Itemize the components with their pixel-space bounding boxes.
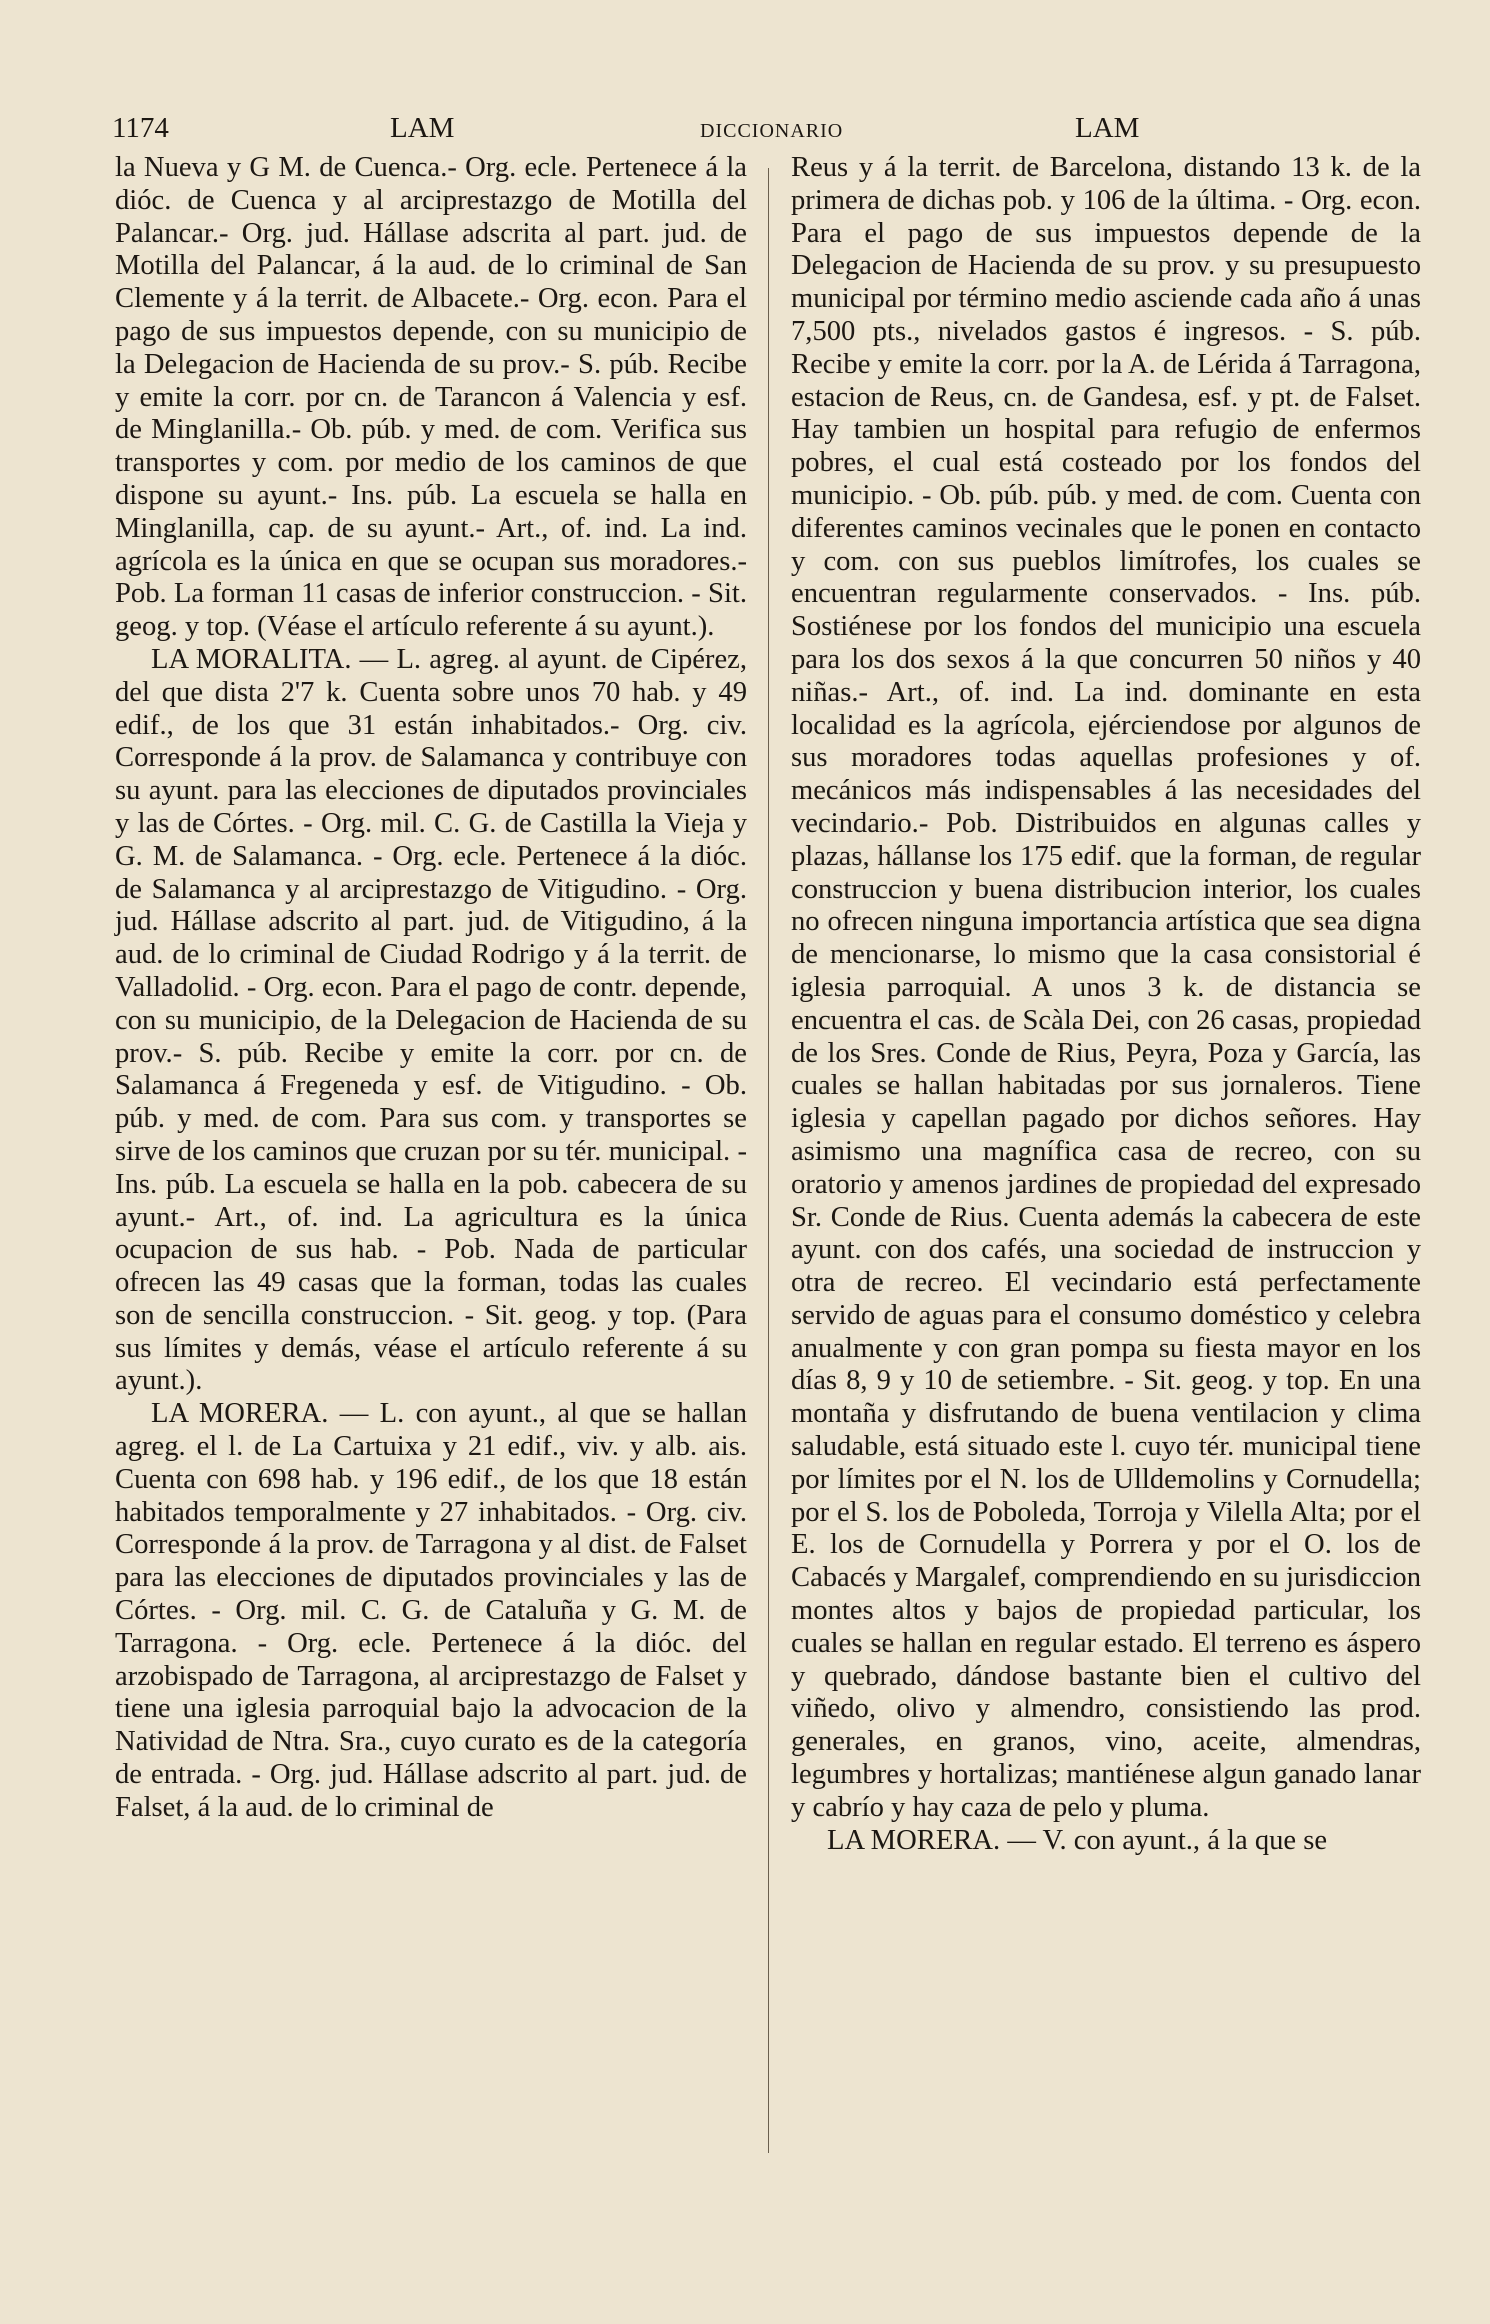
header-left-word: LAM (390, 112, 455, 144)
entry-paragraph: la Nueva y G M. de Cuenca.- Org. ecle. Pertenece á la dióc. de Cuenca y al arciprestazgo de Motilla del Palancar.- Org. jud. Hállase adscrita al part. jud. de Motilla del Palancar, á la aud. de lo criminal de San Clemente y á la territ. de Albacete.- Org. econ. Para el pago de sus impuestos depende, con su municipio de la Delegacion de Hacienda de su prov.- S. púb. Recibe y emite la corr. por cn. de Tarancon á Valencia y esf. de Minglanilla.- Ob. púb. y med. de com. Verifica sus transportes y com. por medio de los caminos de que dispone su ayunt.- Ins. púb. La escuela se halla en Minglanilla, cap. de su ayunt.- Art., of. ind. La ind. agrícola es la única en que se ocupan sus moradores.- Pob. La forman 11 casas de inferior construccion. - Sit. geog. y top. (Véase el artículo referente á su ayunt.). (115, 152, 747, 643)
entry-paragraph: LA MORERA. — V. con ayunt., á la que se (827, 1824, 1328, 1856)
header-right-word: LAM (1075, 112, 1140, 144)
page-number: 1174 (112, 112, 169, 144)
entry-paragraph: LA MORERA. — L. con ayunt., al que se hallan agreg. el l. de La Cartuixa y 21 edif., viv. y alb. ais. Cuenta con 698 hab. y 196 edif., de los que 18 están habitados temporalmente y 27 inhabitados. - Org. civ. Corresponde á la prov. de Tarragona y al dist. de Falset para las elecciones de diputados provinciales y las de Córtes. - Org. mil. C. G. de Cataluña y G. M. de Tarragona. - Org. ecle. Pertenece á la dióc. del arzobispado de Tarragona, al arciprestazgo de Falset y tiene una iglesia parroquial bajo la advocacion de la Natividad de Ntra. Sra., cuyo curato es de la categoría de entrada. - Org. jud. Hállase adscrito al part. jud. de Falset, á la aud. de lo criminal de (115, 1398, 747, 1823)
entry-paragraph: LA MORALITA. — L. agreg. al ayunt. de Cipérez, del que dista 2'7 k. Cuenta sobre unos 70 hab. y 49 edif., de los que 31 están inhabitados.- Org. civ. Corresponde á la prov. de Salamanca y contribuye con su ayunt. para las elecciones de diputados provinciales y las de Córtes. - Org. mil. C. G. de Castilla la Vieja y G. M. de Salamanca. - Org. ecle. Pertenece á la dióc. de Salamanca y al arciprestazgo de Vitigudino. - Org. jud. Hállase adscrito al part. jud. de Vitigudino, á la aud. de lo criminal de Ciudad Rodrigo y á la territ. de Valladolid. - Org. econ. Para el pago de contr. depende, con su municipio, de la Delegacion de Hacienda de su prov.- S. púb. Recibe y emite la corr. por cn. de Salamanca á Fregeneda y esf. de Vitigudino. - Ob. púb. y med. de com. Para sus com. y transportes se sirve de los caminos que cruzan por su tér. municipal. - Ins. púb. La escuela se halla en la pob. cabecera de su ayunt.- Art., of. ind. La agricultura es la única ocupacion de sus hab. - Pob. Nada de particular ofrecen las 49 casas que la forman, todas las cuales son de sencilla construccion. - Sit. geog. y top. (Para sus límites y demás, véase el artículo referente á su ayunt.). (115, 643, 747, 1397)
right-column (791, 152, 1421, 2152)
header-title: DICCIONARIO (700, 120, 844, 142)
column-divider (768, 168, 769, 2153)
entry-paragraph: Reus y á la territ. de Barcelona, distando 13 k. de la primera de dichas pob. y 106 de la última. - Org. econ. Para el pago de sus impuestos depende de la Delegacion de Hacienda de su prov. y su presupuesto municipal por término medio asciende cada año á unas 7,500 pts., nivelados gastos é ingresos. - S. púb. Recibe y emite la corr. por la A. de Lérida á Tarragona, estacion de Reus, cn. de Gandesa, esf. y pt. de Falset. Hay tambien un hospital para refugio de enfermos pobres, el cual está costeado por los fondos del municipio. - Ob. púb. púb. y med. de com. Cuenta con diferentes caminos vecinales que le ponen en contacto y com. con sus pueblos limítrofes, los cuales se encuentran regularmente conservados. - Ins. púb. Sostiénese por los fondos del municipio una escuela para los dos sexos á la que concurren 50 niños y 40 niñas.- Art., of. ind. La ind. dominante en esta localidad es la agrícola, ejérciendose por algunos de sus moradores todas aquellas profesiones y of. mecánicos más indispensables á las necesidades del vecindario.- Pob. Distribuidos en algunas calles y plazas, hállanse los 175 edif. que la forman, de regular construccion y buena distribucion interior, los cuales no ofrecen ninguna importancia artística que sea digna de mencionarse, lo mismo que la casa consistorial é iglesia parroquial. A unos 3 k. de distancia se encuentra el cas. de Scàla Dei, con 26 casas, propiedad de los Sres. Conde de Rius, Peyra, Poza y García, las cuales se hallan habitadas por sus jornaleros. Tiene iglesia y capellan pagado por dichos señores. Hay asimismo una magnífica casa de recreo, con su oratorio y amenos jardines de propiedad del expresado Sr. Conde de Rius. Cuenta además la cabecera de este ayunt. con dos cafés, una sociedad de instruccion y otra de recreo. El vecindario está perfectamente servido de aguas para el consumo doméstico y celebra anualmente y con gran pompa su fiesta mayor en los días 8, 9 y 10 de setiembre. - Sit. geog. y top. En una montaña y disfrutando de buena ventilacion y clima saludable, está situado este l. cuyo tér. municipal tiene por límites por el N. los de Ulldemolins y Cornudella; por el S. los de Poboleda, Torroja y Vilella Alta; por el E. los de Cornudella y Porrera y por el O. los de Cabacés y Margalef, comprendiendo en su jurisdiccion montes altos y bajos de propiedad particular, los cuales se hallan en regular estado. El terreno es áspero y quebrado, dándose bastante bien el cultivo del viñedo, olivo y almendro, consistiendo las prod. generales, en granos, vino, aceite, almendras, legumbres y hortalizas; mantiénese algun ganado lanar y cabrío y hay caza de pelo y pluma. (791, 152, 1421, 1823)
page-header (112, 112, 1422, 152)
left-column (115, 152, 747, 2152)
